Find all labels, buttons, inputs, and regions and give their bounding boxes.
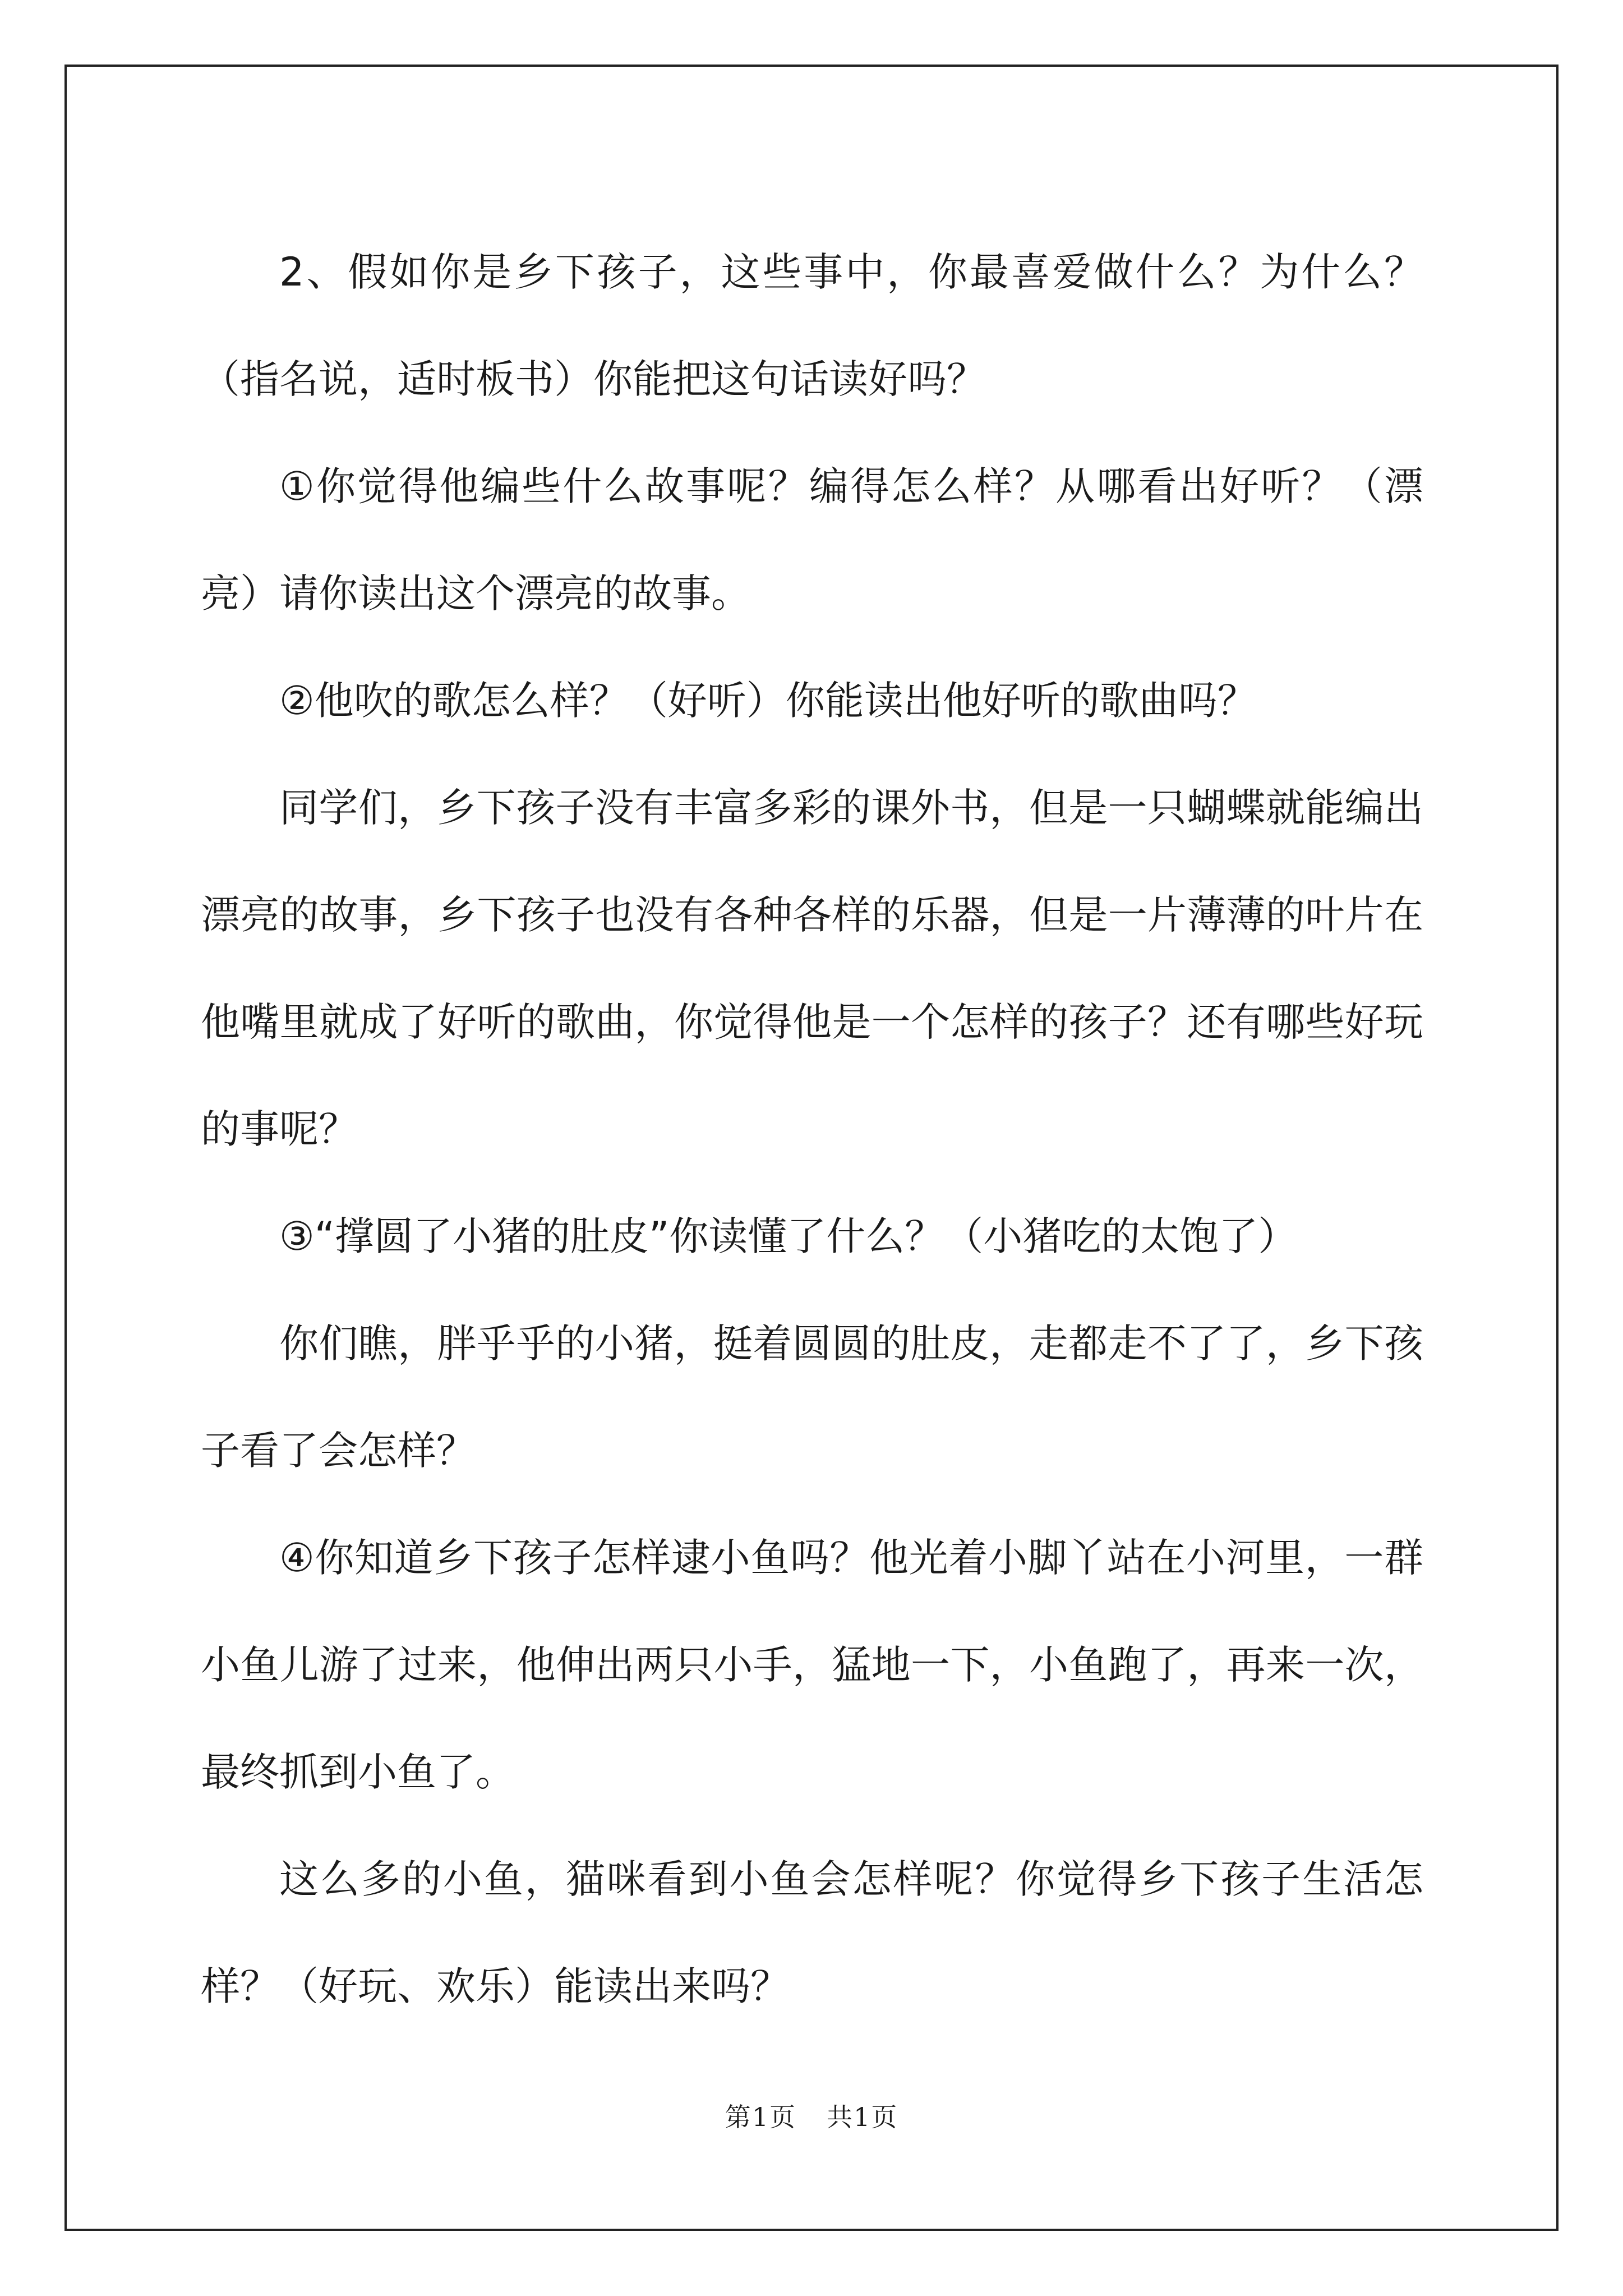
document-body: [201, 219, 1423, 2040]
paragraph: ②他吹的歌怎么样？（好听）你能读出他好听的歌曲吗？: [279, 678, 1257, 724]
paragraph: 这么多的小鱼，猫咪看到小鱼会怎样呢？你觉得乡下孩子生活怎样？（好玩、欢乐）能读出来吗？: [201, 1856, 1423, 2009]
paragraph: 2、假如你是乡下孩子，这些事中，你最喜爱做什么？为什么？（指名说，适时板书）你能把这句话读好吗？: [201, 249, 1423, 402]
paragraph: ③“撑圆了小猪的肚皮”你读懂了什么？（小猪吃的太饱了）: [279, 1213, 1298, 1259]
paragraph: 你们瞧，胖乎乎的小猪，挺着圆圆的肚皮，走都走不了了，乡下孩子看了会怎样？: [201, 1320, 1423, 1474]
page-number-current: 第1页: [725, 2102, 796, 2132]
paragraph: ①你觉得他编些什么故事呢？编得怎么样？从哪看出好听？（漂亮）请你读出这个漂亮的故事。: [201, 463, 1423, 616]
paragraph: 同学们，乡下孩子没有丰富多彩的课外书，但是一只蝴蝶就能编出漂亮的故事，乡下孩子也没有各种各样的乐器，但是一片薄薄的叶片在他嘴里就成了好听的歌曲，你觉得他是一个怎样的孩子？还有哪些好玩的事呢？: [201, 785, 1423, 1152]
paragraph: ④你知道乡下孩子怎样逮小鱼吗？他光着小脚丫站在小河里，一群小鱼儿游了过来，他伸出两只小手，猛地一下，小鱼跑了，再来一次，最终抓到小鱼了。: [201, 1535, 1423, 1795]
page-number-total: 共1页: [827, 2102, 898, 2132]
page-footer: [0, 2097, 1623, 2134]
